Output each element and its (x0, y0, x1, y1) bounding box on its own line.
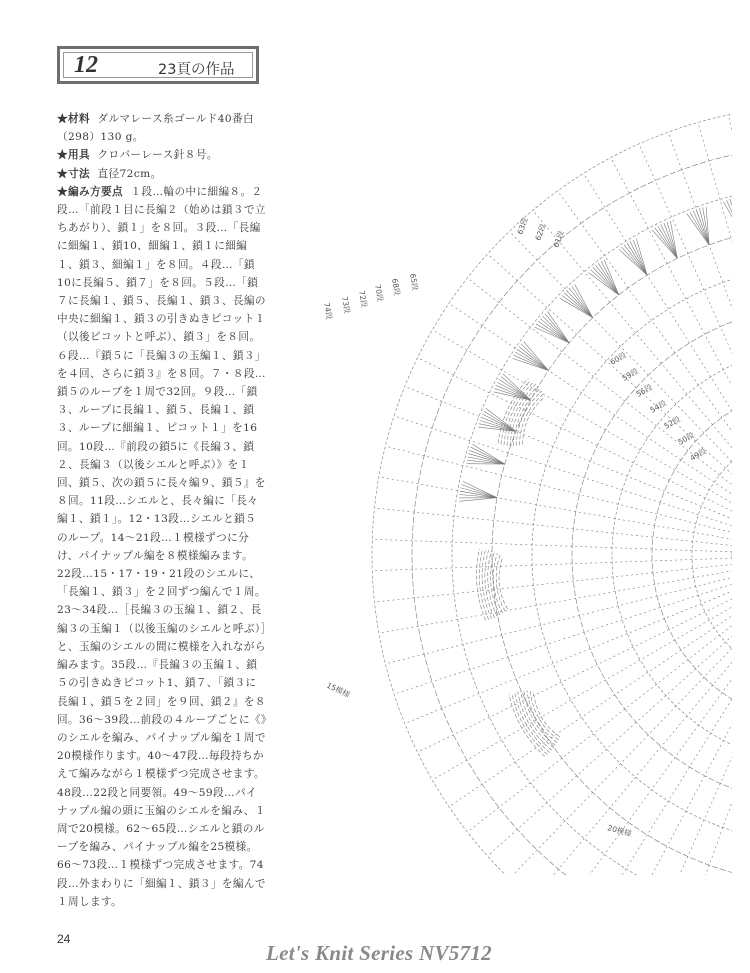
label-r70: 70段 (373, 283, 385, 303)
label-r49: 49段 (688, 446, 708, 463)
chart-stroke (479, 549, 488, 620)
chart-lines (372, 105, 732, 875)
label-r61: 61段 (551, 229, 566, 249)
chart-stroke (418, 594, 732, 752)
chart-stroke (612, 345, 732, 765)
label-r50: 50段 (676, 430, 696, 447)
chart-stroke (668, 640, 732, 875)
chart-stroke (664, 223, 678, 259)
pattern-title: 23頁の作品 (158, 62, 235, 78)
series-watermark: Let's Knit Series NV5712 (266, 941, 492, 965)
chart-stroke (698, 122, 732, 468)
chart-stroke (499, 379, 531, 400)
chart-stroke (482, 549, 492, 619)
chart-stroke (476, 549, 485, 620)
method-label: ★編み方要点 (57, 185, 123, 198)
chart-stroke (519, 346, 548, 370)
chart-stroke (692, 425, 732, 685)
chart-stroke (542, 316, 569, 343)
chart-stroke (536, 324, 569, 343)
label-r62: 62段 (533, 222, 548, 242)
label-r59: 59段 (620, 366, 640, 383)
chart-stroke (557, 628, 732, 875)
label-r65: 65段 (408, 272, 420, 292)
chart-stroke (622, 247, 648, 275)
chart-stroke (379, 477, 732, 540)
chart-stroke (394, 416, 732, 527)
chart-stroke (499, 557, 508, 609)
chart-stroke (488, 615, 732, 856)
chart-stroke (593, 267, 619, 295)
chart-stroke (374, 564, 732, 602)
chart-stroke (619, 249, 647, 275)
chart-stroke (728, 115, 732, 467)
chart-stroke (405, 589, 732, 724)
pattern-number: 12 (74, 52, 98, 78)
tool-line (57, 146, 267, 164)
chart-stroke (521, 344, 548, 371)
label-r60: 60段 (608, 350, 628, 367)
material-label: ★材料 (57, 113, 90, 125)
chart-stroke (432, 600, 732, 780)
crochet-chart-diagram (262, 75, 732, 875)
chart-stroke (491, 552, 500, 615)
size-line (57, 165, 267, 183)
chart-stroke (394, 583, 732, 694)
label-row-15: 15模様 (325, 680, 352, 700)
chart-stroke (655, 228, 678, 259)
size-label: ★寸法 (57, 167, 90, 180)
label-r52: 52段 (662, 414, 682, 431)
chart-stroke (696, 209, 709, 245)
chart-stroke (504, 382, 533, 445)
chart-stroke (374, 508, 732, 546)
material-value: ダルマレース糸ゴールド40番白（298）130 g。 (57, 113, 255, 144)
chart-stroke (624, 245, 647, 275)
method-line (57, 183, 267, 911)
pattern-title-box (57, 46, 259, 84)
size-value: 直径72cm。 (97, 167, 162, 180)
tool-label: ★用具 (57, 149, 90, 162)
chart-stroke (584, 173, 732, 478)
label-r54: 54段 (648, 398, 668, 415)
chart-stroke (514, 355, 549, 370)
chart-stroke (566, 290, 592, 317)
chart-stroke (496, 555, 505, 611)
method-text: １段…輪の中に細編８。２段…「前段１目に長編２（始めは鎖３で立ちあがり）、鎖１」を８回。３段…「長編に細編１、鎖10、細編１、鎖１に細編１、鎖３、細編１」を８回。４段…「鎖10に長編５、鎖７」を８回。５段…「鎖７に長編１、鎖５、長編１、鎖３、長編の中央に細編１、鎖３の引きぬきピコット１（以後ピコットと呼ぶ）、鎖３」を８回。６段…『鎖５に「長編３の玉編１、鎖３」を４回、さらに鎖３』を８回。７・８段…鎖５のループを１周で32回。９段…「鎖３、ループに長編１、鎖５、長編１、鎖３、ループに細編１、ピコット１」を16回。10段…『前段の鎖5に《長編３、鎖２、長編３（以後シエルと呼ぶ）》を１回、鎖５、次の鎖５に長々編９、鎖５』を８回。11段…シエルと、長々編に「長々編１、鎖１」。12・13段…シエルと鎖５のループ。14～21段…１模様ずつに分け、パイナップル編を８模様編みます。22段…15・17・19・21段のシエルに、「長編１、鎖３」を２回ずつ編んで１周。23～34段…［長編３の玉編１、鎖２、長編３の玉編１（以後玉編のシエルと呼ぶ）］と、玉編のシエルの間に模様を入れながら編みます。35段…『長編３の玉編１、鎖５の引きぬきピコット1、鎖７、「鎖３に長編１、鎖５を２回」を９回、鎖２』を８回。36～39段…前段の４ループごとに《》のシエルを編み、パイナップル編を１周で20模様作ります。40～47段…毎段持ちかえて編みながら１模様ずつ完成させます。48段…22段と同要領。49～59段…パイナップル編の頭に玉編のシエルを編み、１周で20模様。62～65段…シエルと鎖のループを編み、パイナップル編を25模様。66～73段…１模様ずつ完成させます。74段…外まわりに「細編１、鎖３」を編んで１周します。 (57, 185, 267, 908)
chart-stroke (449, 605, 732, 806)
chart-stroke (687, 214, 709, 245)
chart-stroke (452, 185, 732, 875)
chart-stroke (627, 243, 647, 275)
chart-stroke (379, 571, 732, 634)
tool-value: クロバーレース針８号。 (97, 149, 218, 162)
chart-stroke (372, 558, 732, 571)
page-number: 24 (57, 932, 71, 946)
label-r72: 72段 (357, 289, 369, 309)
chart-stroke (492, 225, 732, 875)
label-row-20: 20模様 (606, 823, 633, 839)
chart-stroke (461, 485, 497, 498)
label-r73: 73段 (340, 295, 352, 315)
chart-stroke (534, 691, 560, 737)
chart-stroke (503, 374, 531, 400)
chart-stroke (727, 200, 732, 235)
chart-stroke (515, 352, 548, 370)
label-r68: 68段 (390, 277, 402, 297)
chart-row-labels (322, 216, 708, 839)
chart-stroke (449, 303, 732, 504)
label-r74: 74段 (322, 301, 334, 321)
label-r63: 63段 (515, 216, 530, 236)
material-line (57, 110, 267, 146)
chart-stroke (730, 199, 732, 235)
chart-stroke (459, 498, 497, 502)
chart-stroke (584, 631, 732, 875)
chart-stroke (509, 620, 732, 875)
chart-stroke (639, 637, 732, 875)
chart-stroke (723, 202, 732, 235)
chart-stroke (533, 624, 732, 875)
instructions (57, 110, 267, 911)
chart-stroke (485, 550, 495, 618)
chart-stroke (601, 261, 619, 295)
label-r56: 56段 (634, 382, 654, 399)
chart-stroke (372, 539, 732, 552)
chart-stroke (432, 330, 732, 510)
chart-stroke (460, 491, 497, 498)
chart-stroke (496, 385, 531, 400)
chart-stroke (405, 386, 732, 521)
chart-stroke (633, 240, 647, 275)
